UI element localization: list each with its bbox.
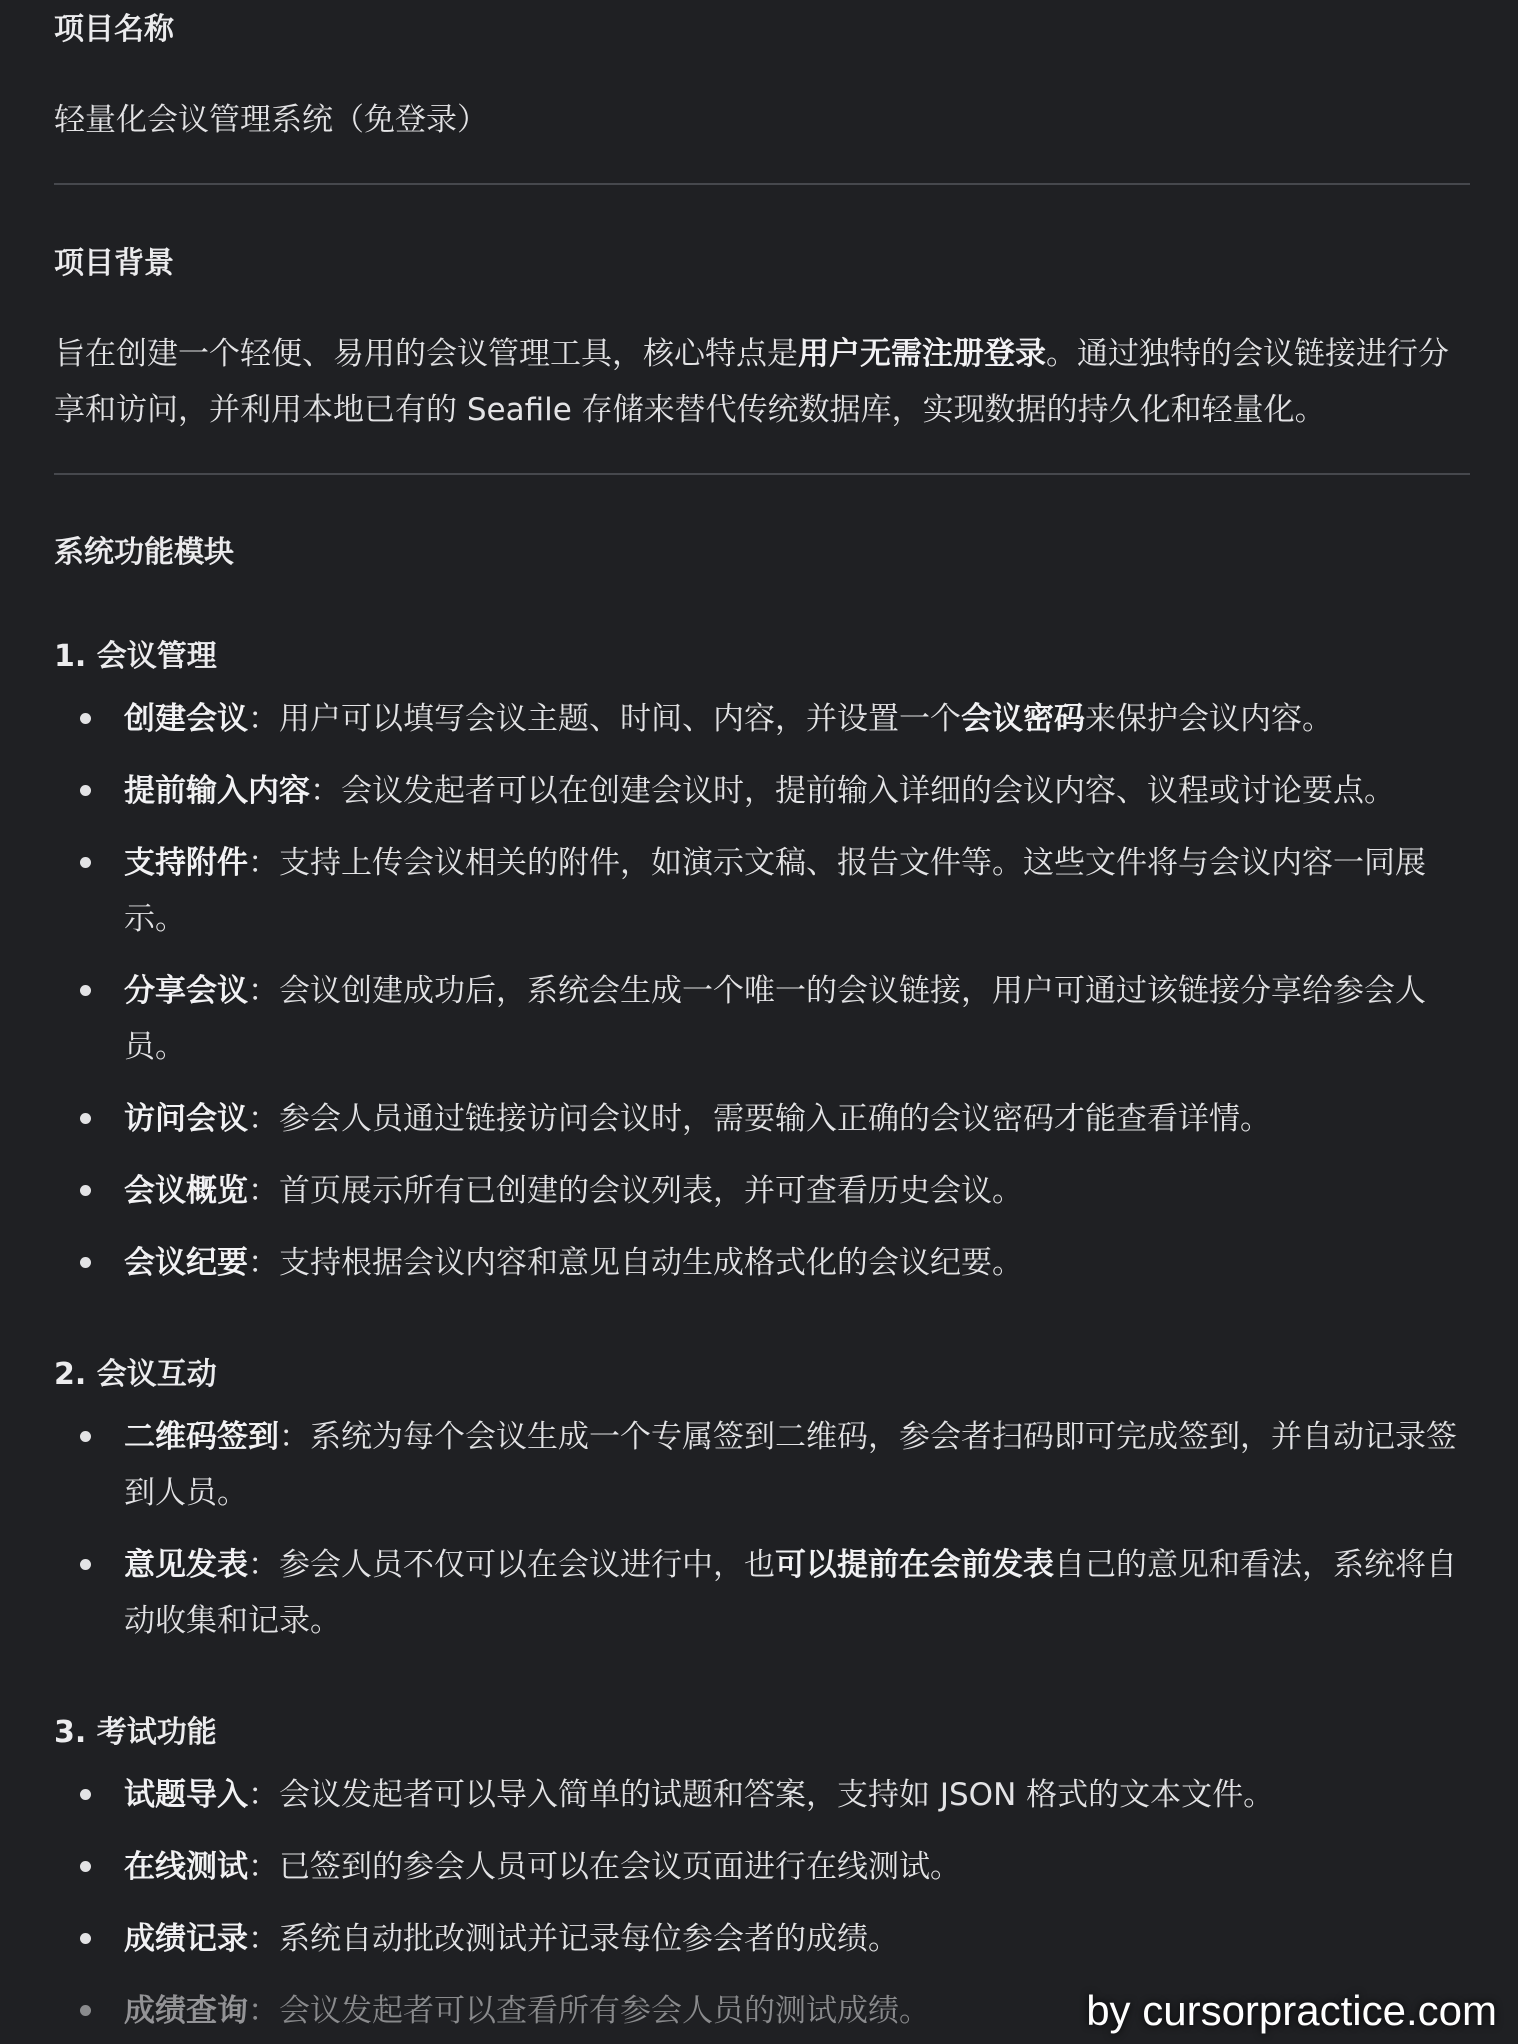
item-term: 二维码签到 <box>124 1419 279 1455</box>
list-item <box>54 1163 1470 1219</box>
item-sep: ： <box>248 1777 279 1813</box>
item-tail: 来保护会议内容。 <box>1085 701 1333 737</box>
document <box>54 0 1470 2039</box>
divider <box>54 473 1470 475</box>
bullet-icon <box>80 2005 91 2016</box>
item-text: 参会人员不仅可以在会议进行中，也 <box>279 1547 775 1583</box>
bullet-icon <box>80 785 91 796</box>
item-bold: 会议密码 <box>961 701 1085 737</box>
meeting-interaction-list <box>54 1409 1470 1649</box>
item-sep: ： <box>248 973 279 1009</box>
bullet-icon <box>80 985 91 996</box>
bullet-icon <box>80 1861 91 1872</box>
watermark: by cursorpractice.com <box>1086 1987 1497 2034</box>
item-sep: ： <box>310 773 341 809</box>
background-text-bold: 用户无需注册登录 <box>798 336 1046 372</box>
item-text: 会议发起者可以导入简单的试题和答案，支持如 JSON 格式的文本文件。 <box>279 1777 1275 1813</box>
item-text: 支持根据会议内容和意见自动生成格式化的会议纪要。 <box>279 1245 1023 1281</box>
item-term: 会议纪要 <box>124 1245 248 1281</box>
item-sep: ： <box>248 1101 279 1137</box>
item-term: 支持附件 <box>124 845 248 881</box>
project-name-value: 轻量化会议管理系统（免登录） <box>54 102 488 138</box>
list-item <box>54 1537 1470 1649</box>
list-item <box>54 963 1470 1075</box>
item-sep: ： <box>248 1921 279 1957</box>
item-text: 参会人员通过链接访问会议时，需要输入正确的会议密码才能查看详情。 <box>279 1101 1271 1137</box>
item-sep: ： <box>248 1245 279 1281</box>
bullet-icon <box>80 1113 91 1124</box>
list-item <box>54 1409 1470 1521</box>
section-heading-meeting-interaction: 2. 会议互动 <box>54 1357 217 1392</box>
bullet-icon <box>80 1431 91 1442</box>
background-text-before: 旨在创建一个轻便、易用的会议管理工具，核心特点是 <box>54 336 798 372</box>
item-text: 系统自动批改测试并记录每位参会者的成绩。 <box>279 1921 899 1957</box>
bullet-icon <box>80 1559 91 1570</box>
item-term: 创建会议 <box>124 701 248 737</box>
list-item <box>54 1911 1470 1967</box>
item-term: 访问会议 <box>124 1101 248 1137</box>
item-sep: ： <box>248 1547 279 1583</box>
item-text: 已签到的参会人员可以在会议页面进行在线测试。 <box>279 1849 961 1885</box>
item-text: 支持上传会议相关的附件，如演示文稿、报告文件等。这些文件将与会议内容一同展示。 <box>124 845 1426 937</box>
item-term: 成绩查询 <box>124 1993 248 2029</box>
project-background-text <box>54 326 1470 438</box>
item-sep: ： <box>248 1993 279 2029</box>
bullet-icon <box>80 1257 91 1268</box>
item-bold: 可以提前在会前发表 <box>775 1547 1054 1583</box>
divider <box>54 183 1470 185</box>
project-background-label: 项目背景 <box>54 246 174 281</box>
bullet-icon <box>80 1185 91 1196</box>
item-sep: ： <box>248 1173 279 1209</box>
section-heading-exam-function: 3. 考试功能 <box>54 1715 217 1750</box>
item-sep: ： <box>279 1419 310 1455</box>
item-tail: 自己的意见和看法，系统将自动收集和记录。 <box>124 1547 1457 1639</box>
item-text: 会议发起者可以在创建会议时，提前输入详细的会议内容、议程或讨论要点。 <box>341 773 1395 809</box>
list-item <box>54 835 1470 947</box>
list-item <box>54 1767 1470 1823</box>
list-item <box>54 763 1470 819</box>
item-sep: ： <box>248 701 279 737</box>
item-text: 系统为每个会议生成一个专属签到二维码，参会者扫码即可完成签到，并自动记录签到人员。 <box>124 1419 1457 1511</box>
item-term: 成绩记录 <box>124 1921 248 1957</box>
item-term: 意见发表 <box>124 1547 248 1583</box>
bullet-icon <box>80 713 91 724</box>
item-term: 分享会议 <box>124 973 248 1009</box>
modules-label: 系统功能模块 <box>54 535 234 570</box>
item-text: 首页展示所有已创建的会议列表，并可查看历史会议。 <box>279 1173 1023 1209</box>
item-term: 会议概览 <box>124 1173 248 1209</box>
meeting-management-list <box>54 691 1470 1291</box>
section-heading-meeting-management: 1. 会议管理 <box>54 639 217 674</box>
item-sep: ： <box>248 845 279 881</box>
bullet-icon <box>80 857 91 868</box>
list-item <box>54 691 1470 747</box>
list-item <box>54 1091 1470 1147</box>
item-term: 提前输入内容 <box>124 773 310 809</box>
background-text-after: 。通过独特的会议链接进行分享和访问，并利用本地已有的 Seafile 存储来替代传统数据库，实现数据的持久化和轻量化。 <box>54 336 1449 428</box>
item-term: 试题导入 <box>124 1777 248 1813</box>
item-sep: ： <box>248 1849 279 1885</box>
project-name-label: 项目名称 <box>54 12 174 47</box>
item-text: 会议发起者可以查看所有参会人员的测试成绩。 <box>279 1993 930 2029</box>
bullet-icon <box>80 1789 91 1800</box>
item-text: 会议创建成功后，系统会生成一个唯一的会议链接，用户可通过该链接分享给参会人员。 <box>124 973 1426 1065</box>
item-text: 用户可以填写会议主题、时间、内容，并设置一个 <box>279 701 961 737</box>
list-item <box>54 1839 1470 1895</box>
bullet-icon <box>80 1933 91 1944</box>
list-item <box>54 1235 1470 1291</box>
item-term: 在线测试 <box>124 1849 248 1885</box>
